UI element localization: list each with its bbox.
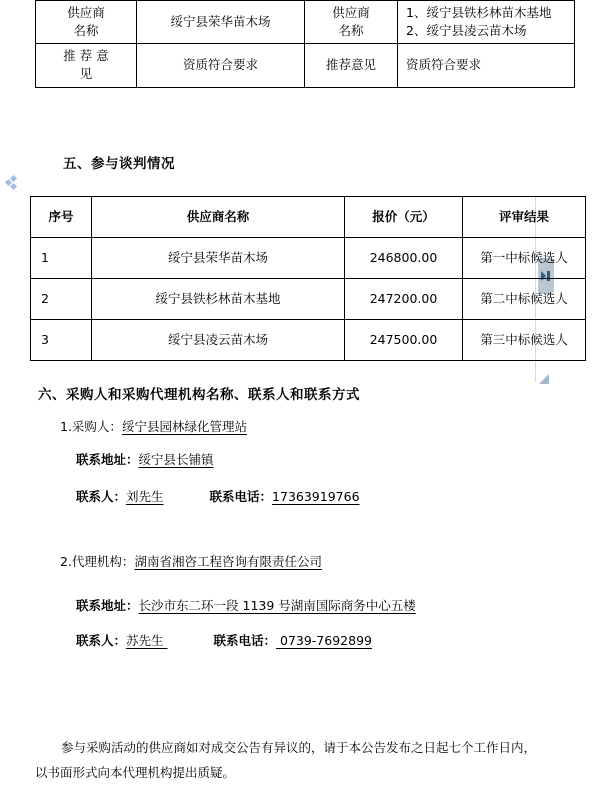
agency-phone: 0739-7692899: [276, 633, 372, 648]
agency-name-line: [60, 552, 322, 570]
closing-line-2: 以书面形式向本代理机构提出质疑。: [35, 765, 236, 780]
cell-opinion-label-2: 推荐意见: [305, 44, 398, 87]
cell-supplier-value-2: [398, 1, 575, 44]
purchaser-phone: 17363919766: [272, 489, 360, 504]
agency-address: 长沙市东二环一段 1139 号湖南国际商务中心五楼: [138, 598, 416, 613]
resize-corner-handle[interactable]: [537, 372, 549, 384]
column-header-supplier: 供应商名称: [92, 197, 345, 238]
table-row: [36, 44, 575, 87]
label-line: 供应商: [332, 5, 370, 20]
agency-person-line: [76, 631, 372, 649]
agency-prefix: 2.代理机构：: [60, 554, 135, 569]
cell-price: 247500.00: [345, 320, 463, 361]
table-row: [31, 238, 586, 279]
cell-supplier-label-2: [305, 1, 398, 44]
section-heading-contacts: 六、采购人和采购代理机构名称、联系人和联系方式: [38, 387, 360, 403]
cell-supplier-value-1: 绥宁县荣华苗木场: [137, 1, 305, 44]
agency-name: 湖南省湘咨工程咨询有限责任公司: [134, 554, 322, 569]
purchaser-person-line: [76, 487, 360, 505]
purchaser-address: 绥宁县长铺镇: [138, 452, 214, 467]
cell-result: 第一中标候选人: [463, 238, 586, 279]
purchaser-name-line: [60, 417, 247, 435]
cell-supplier: 绥宁县荣华苗木场: [92, 238, 345, 279]
purchaser-name: 绥宁县园林绿化管理站: [121, 419, 247, 434]
supplier-recommendation-table: [35, 0, 575, 88]
label-line: 见: [79, 66, 93, 82]
value-line: 2、绥宁县凌云苗木场: [406, 23, 527, 39]
purchaser-address-label: 联系地址：: [76, 452, 139, 467]
column-header-price: 报价（元）: [345, 197, 463, 238]
purchaser-phone-label: 联系电话：: [209, 489, 273, 504]
cell-index: 3: [31, 320, 92, 361]
agency-address-label: 联系地址：: [76, 598, 139, 613]
cell-index: 2: [31, 279, 92, 320]
cell-supplier-label-1: [36, 1, 137, 44]
negotiation-results-table: [30, 196, 586, 361]
purchaser-person: 刘先生: [126, 489, 164, 504]
label-line: 名称: [73, 23, 99, 39]
table-row: [31, 279, 586, 320]
closing-line-1: 参与采购活动的供应商如对成交公告有异议的，请于本公告发布之日起七个工作日内，: [61, 740, 537, 755]
purchaser-person-label: 联系人：: [76, 489, 127, 504]
column-header-index: 序号: [31, 197, 92, 238]
cell-opinion-value-1: 资质符合要求: [137, 44, 305, 87]
agency-person: 苏先生: [126, 633, 168, 648]
label-line: 名称: [338, 23, 364, 39]
purchaser-address-line: [76, 450, 214, 468]
label-line: 供应商: [67, 5, 105, 20]
cell-opinion-label-1: [36, 44, 137, 87]
agency-person-label: 联系人：: [76, 633, 127, 648]
agency-address-line: [76, 596, 416, 614]
selection-marker-icon: [6, 176, 20, 190]
section-heading-negotiation: 五、参与谈判情况: [63, 156, 175, 172]
label-line: 推 荐 意: [63, 48, 109, 64]
value-line: 1、绥宁县铁杉林苗木基地: [406, 5, 552, 20]
table-row: [31, 320, 586, 361]
cell-price: 246800.00: [345, 238, 463, 279]
table-row: [36, 1, 575, 44]
cell-index: 1: [31, 238, 92, 279]
cell-result: 第二中标候选人: [463, 279, 586, 320]
cell-supplier: 绥宁县铁杉林苗木基地: [92, 279, 345, 320]
cell-result: 第三中标候选人: [463, 320, 586, 361]
closing-paragraph: [35, 735, 575, 785]
agency-phone-label: 联系电话：: [213, 633, 277, 648]
column-header-result: 评审结果: [463, 197, 586, 238]
cell-price: 247200.00: [345, 279, 463, 320]
cell-supplier: 绥宁县凌云苗木场: [92, 320, 345, 361]
table-header-row: [31, 197, 586, 238]
cell-opinion-value-2: 资质符合要求: [398, 44, 575, 87]
purchaser-prefix: 1.采购人：: [60, 419, 122, 434]
